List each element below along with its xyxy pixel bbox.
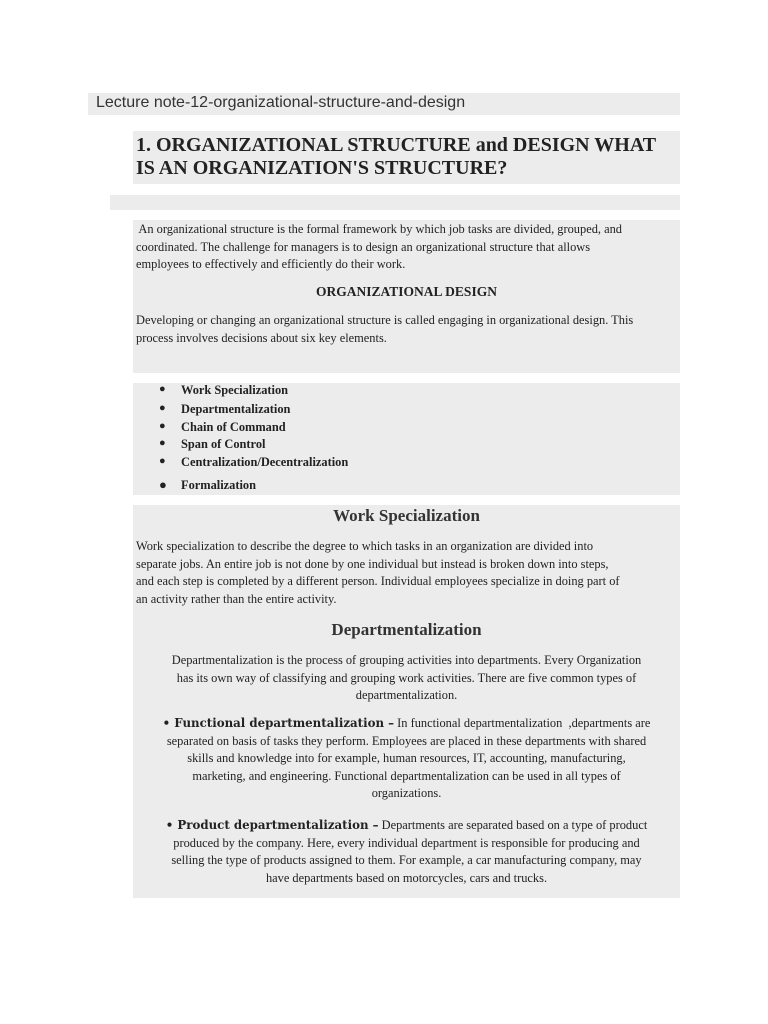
list-item: ● Span of Control (159, 437, 266, 451)
departmentalization-heading: Departmentalization (331, 620, 482, 639)
list-item: ● Formalization (159, 477, 257, 492)
section-heading (136, 134, 676, 180)
paragraph-line: Work specialization to describe the degree to which tasks in an organization are divided into (136, 539, 594, 553)
section-heading-box (133, 131, 680, 184)
intro-line: An organizational structure is the formal framework by which job tasks are divided, grouped, and (136, 222, 622, 236)
list-item: ● Departmentalization (159, 402, 291, 416)
section-heading-line-1: 1. ORGANIZATIONAL STRUCTURE and DESIGN WHAT (136, 134, 657, 156)
paragraph-line: Departmentalization is the process of grouping activities into departments. Every Organization (171, 653, 642, 667)
intro-paragraph (136, 221, 677, 274)
functional-lead: • Functional departmentalization – (162, 716, 395, 730)
paragraph-line: organizations. (371, 786, 442, 800)
design-paragraph (136, 312, 677, 347)
paragraph-line: and each step is completed by a different person. Individual employees specialize in doing part of (136, 574, 620, 588)
paragraph-line: marketing, and engineering. Functional departmentalization can be used in all types of (192, 768, 621, 783)
paragraph-line: has its own way of classifying and grouping work activities. There are five common types of (176, 670, 637, 685)
paragraph-line: an activity rather than the entire activity. (136, 591, 337, 606)
paragraph-line: selling the type of products assigned to them. For example, a car manufacturing company, may (171, 853, 642, 867)
departmentalization-paragraph (137, 652, 676, 705)
paragraph-line: separate jobs. An entire job is not done by one individual but instead is broken down into steps, (136, 556, 609, 571)
intro-line: employees to effectively and efficiently do their work. (136, 257, 406, 271)
paragraph-line: produced by the company. Here, every individual department is responsible for producing and (173, 835, 640, 850)
intro-block (133, 220, 680, 373)
bullet-icon: ● (159, 455, 166, 467)
design-line: Developing or changing an organizational structure is called engaging in organizational design. This (136, 313, 634, 327)
paragraph-line: departmentalization. (355, 688, 458, 702)
section-heading-line-2: IS AN ORGANIZATION'S STRUCTURE? (136, 157, 508, 179)
paragraph-line: have departments based on motorcycles, cars and trucks. (265, 870, 548, 885)
paragraph-line: • Functional departmentalization – In functional departmentalization ,departments are (162, 716, 651, 730)
product-departmentalization-paragraph (137, 817, 676, 887)
list-item: ● Work Specialization (159, 383, 289, 397)
functional-departmentalization-paragraph (137, 715, 676, 803)
work-specialization-heading: Work Specialization (333, 506, 480, 525)
list-item: ● Centralization/Decentralization (159, 455, 349, 469)
paragraph-line: separated on basis of tasks they perform. Employees are placed in these departments with shared (166, 733, 647, 748)
intro-line: coordinated. The challenge for managers is to design an organizational structure that allows (136, 239, 591, 254)
bullet-icon: ● (159, 383, 166, 395)
divider-bar (110, 195, 680, 210)
list-item: ● Chain of Command (159, 420, 286, 434)
organizational-design-heading: ORGANIZATIONAL DESIGN (316, 284, 497, 299)
bullet-icon: ● (159, 420, 166, 432)
bullet-icon: ● (159, 402, 166, 414)
document-title: Lecture note-12-organizational-structure-and-design (96, 94, 466, 111)
bullet-icon: ● (159, 477, 167, 492)
document-title-bar (88, 93, 680, 115)
bullet-icon: ● (159, 437, 166, 449)
product-lead: • Product departmentalization – (165, 818, 379, 832)
paragraph-line: • Product departmentalization – Departments are separated based on a type of product (165, 818, 648, 832)
paragraph-line: skills and knowledge into for example, human resources, IT, accounting, manufacturing, (187, 751, 626, 765)
content-block (133, 505, 680, 898)
design-line: process involves decisions about six key elements. (136, 330, 387, 345)
key-elements-list-box (133, 383, 680, 495)
work-specialization-paragraph (136, 538, 677, 608)
